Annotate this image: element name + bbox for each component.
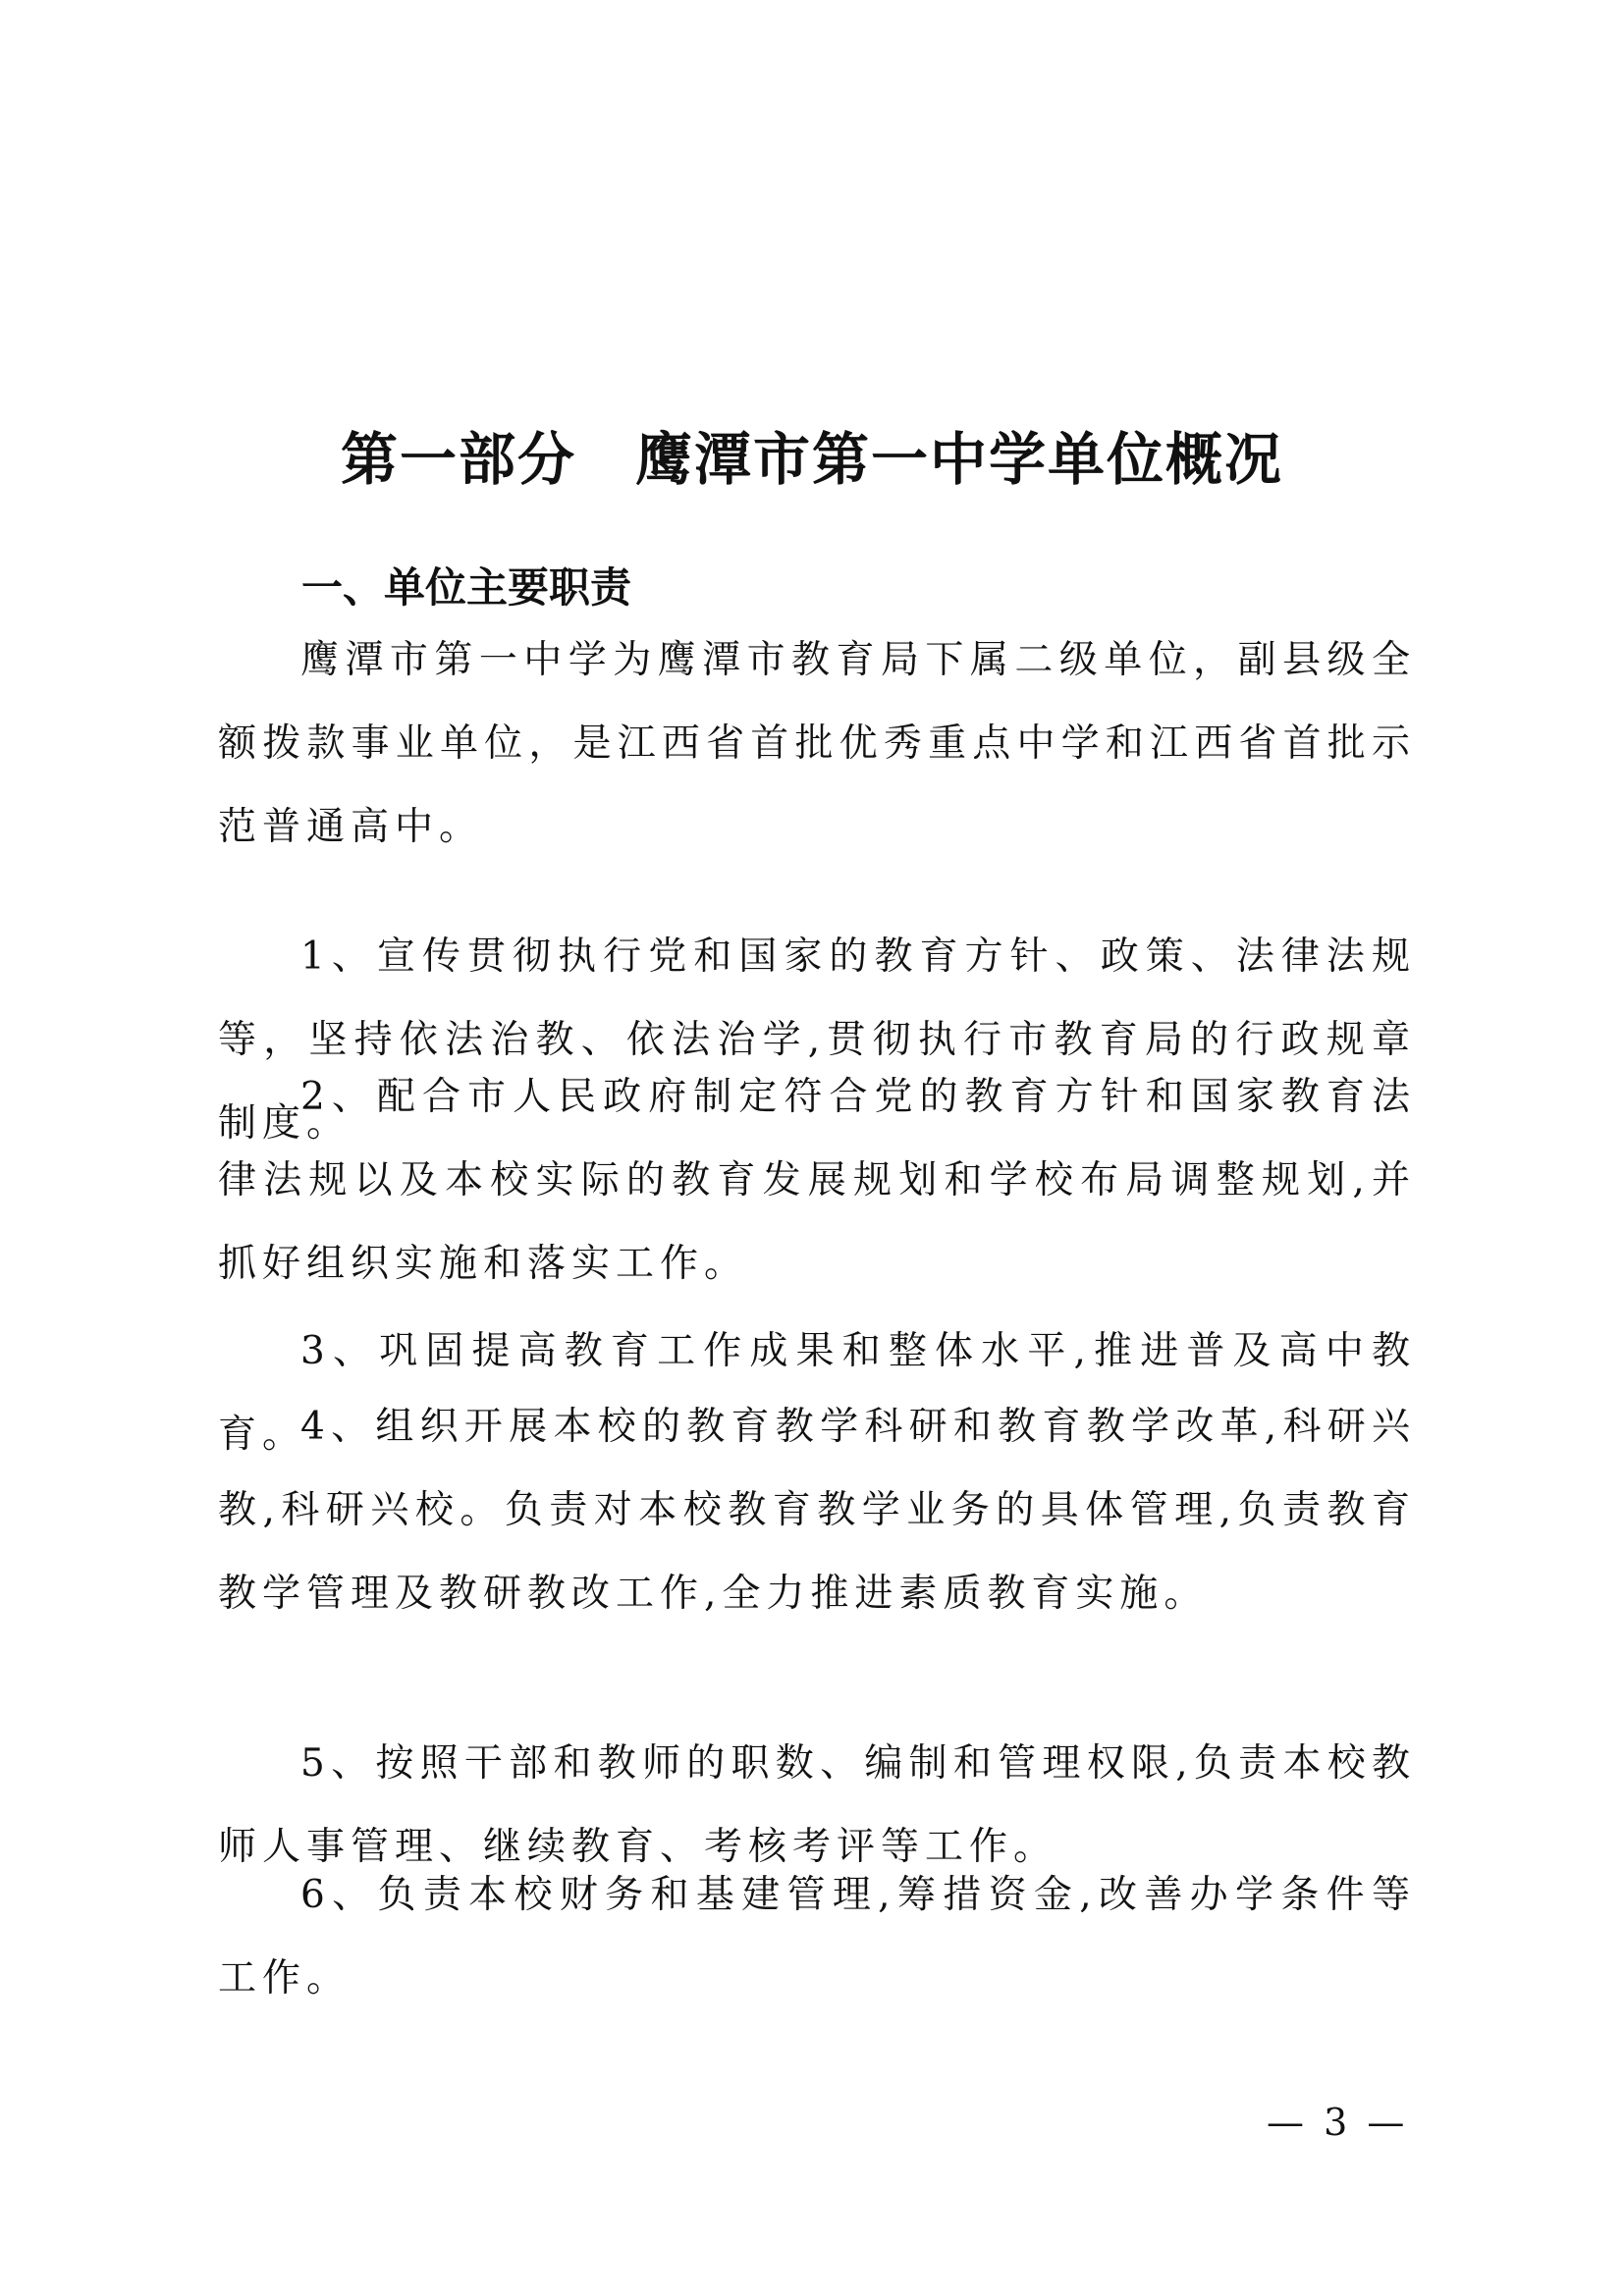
duty-item-2: 2、配合市人民政府制定符合党的教育方针和国家教育法律法规以及本校实际的教育发展规划和学校布局调整规划,并抓好组织实施和落实工作。 xyxy=(218,1075,1416,1286)
duty-item-5: 5、按照干部和教师的职数、编制和管理权限,负责本校教师人事管理、继续教育、考核考评等工作。 xyxy=(218,1741,1416,1869)
section-heading: 一、单位主要职责 xyxy=(301,563,632,612)
duty-item-4: 4、组织开展本校的教育教学科研和教育教学改革,科研兴教,科研兴校。负责对本校教育教学业务的具体管理,负责教育教学管理及教研教改工作,全力推进素质教育实施。 xyxy=(218,1405,1416,1616)
duty-item-6: 6、负责本校财务和基建管理,筹措资金,改善办学条件等工作。 xyxy=(218,1873,1416,2001)
intro-paragraph: 鹰潭市第一中学为鹰潭市教育局下属二级单位，副县级全额拨款事业单位，是江西省首批优秀重点中学和江西省首批示范普通高中。 xyxy=(218,638,1416,849)
duty-item-3: 3、巩固提高教育工作成果和整体水平,推进普及高中教育。 xyxy=(218,1329,1416,1457)
page-number: — 3 — xyxy=(1267,2101,1409,2144)
duty-item-1: 1、宣传贯彻执行党和国家的教育方针、政策、法律法规等，坚持依法治教、依法治学,贯彻执行市教育局的行政规章制度。 xyxy=(218,934,1416,1146)
page-title: 第一部分 鹰潭市第一中学单位概况 xyxy=(340,425,1283,493)
